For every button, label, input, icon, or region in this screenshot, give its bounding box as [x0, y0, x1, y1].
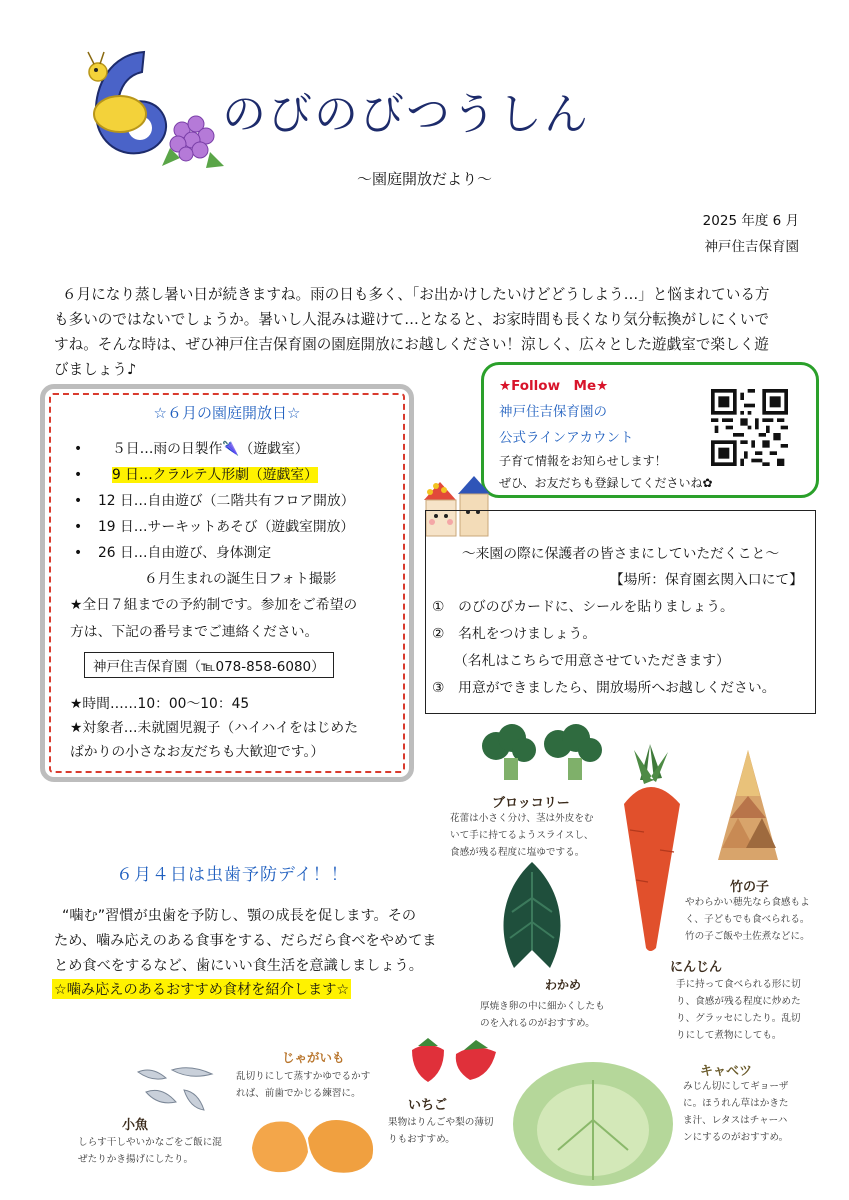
schedule-item-highlight: 9 日…クラルテ人形劇（遊戯室） — [112, 467, 318, 483]
food-label-wakame: わかめ — [545, 978, 582, 992]
food-desc-line: 食感が残る程度に塩ゆでする。 — [450, 847, 585, 858]
schedule-list — [74, 436, 355, 592]
food-label-strawberry: いちご — [408, 1098, 448, 1113]
schedule-item-text: ５日…雨の日製作🌂（遊戯室） — [112, 441, 309, 457]
food-desc-line: 厚焼き卵の中に細かくしたも — [480, 1001, 605, 1012]
visitor-step: ② 名札をつけましょう。 — [432, 626, 597, 642]
schedule-item — [74, 540, 355, 566]
broccoli-icon — [478, 722, 608, 786]
intro-line: すね。そんな時は、ぜひ神戸住吉保育園の園庭開放にお越しください！涼しく、広々とした遊戯室で楽しく遊 — [54, 336, 769, 353]
schedule-item — [74, 488, 355, 514]
food-desc-potato — [236, 1068, 370, 1102]
food-label-broccoli: ブロッコリー — [492, 796, 570, 811]
schedule-item-text: 26 日…自由遊び、身体測定 — [98, 545, 272, 561]
cavity-day-title: ６月４日は虫歯予防デイ！！ — [116, 865, 349, 885]
food-label-fish: 小魚 — [122, 1118, 149, 1133]
food-desc-fish — [78, 1134, 222, 1168]
schedule-item — [74, 566, 355, 592]
schedule-title: ☆６月の園庭開放日☆ — [153, 404, 301, 422]
visitor-step: ③ 用意ができましたら、開放場所へお越しください。 — [432, 680, 776, 696]
schedule-item — [74, 462, 355, 488]
food-desc-broccoli — [450, 810, 594, 861]
food-desc-line: 手に持って食べられる形に切 — [676, 979, 801, 990]
intro-line: びましょう♪ — [54, 361, 137, 378]
food-desc-line: れば、前歯でかじる練習に。 — [236, 1088, 361, 1099]
intro-line: も多いのではないでしょうか。暑いし人混みは避けて…となると、お家時間も長くなり気分転換がしにくいで — [54, 311, 770, 328]
schedule-item — [74, 436, 355, 462]
food-desc-line: りにして煮物にしても。 — [676, 1030, 782, 1041]
food-desc-line: しらす干しやいかなごをご飯に混 — [78, 1137, 222, 1148]
food-desc-line: ンにするのがおすすめ。 — [683, 1132, 789, 1143]
cavity-text — [54, 904, 454, 979]
food-desc-line: のを入れるのがおすすめ。 — [480, 1018, 595, 1029]
bamboo-shoot-icon — [708, 748, 788, 868]
food-label-potato: じゃがいも — [282, 1050, 345, 1065]
cavity-line: とめ食べをするなど、歯にいい食生活を意識しましょう。 — [54, 958, 423, 974]
food-desc-line: 乱切りにして蒸すかゆでるかす — [236, 1071, 371, 1082]
food-label-carrot: にんじん — [670, 960, 723, 975]
issue-info — [703, 208, 799, 260]
food-desc-line: りもおすすめ。 — [388, 1134, 455, 1145]
food-desc-cabbage — [683, 1078, 789, 1146]
organization-name: 神戸住吉保育園 — [704, 239, 799, 255]
reservation-note — [70, 592, 400, 646]
cavity-line: ため、噛み応えのある食事をする、だらだら食べをやめてま — [54, 933, 437, 949]
food-desc-line: ま汁、レタスはチャーハ — [683, 1115, 788, 1126]
visitor-title: 〜来園の際に保護者の皆さまにしていただくこと〜 — [461, 546, 780, 562]
cavity-line: “噛む”習慣が虫歯を予防し、顎の成長を促します。その — [62, 908, 417, 924]
visitor-step: （名札はこちらで用意させていただきます） — [454, 653, 730, 669]
page-title: のびのびつうしん — [222, 89, 590, 140]
follow-title: ★Follow Me★ — [499, 378, 609, 394]
food-label-bamboo: 竹の子 — [730, 880, 770, 895]
follow-line: 公式ラインアカウント — [499, 430, 634, 446]
food-desc-line: に。ほうれん草はかきた — [683, 1098, 789, 1109]
schedule-item-text: ６月生まれの誕生日フォト撮影 — [144, 571, 337, 587]
schedule-item-text: 19 日…サーキットあそび（遊戯室開放） — [98, 519, 355, 535]
target-text: ばかりの小さなお友だちも大歓迎です。） — [70, 744, 325, 760]
food-desc-carrot — [676, 976, 801, 1044]
qr-code[interactable] — [711, 389, 788, 466]
potato-icon — [246, 1108, 386, 1178]
small-fish-icon — [132, 1062, 222, 1122]
phone-box: 神戸住吉保育園（℡078-858-6080） — [84, 652, 334, 678]
food-desc-line: 花蕾は小さく分け、茎は外皮をむ — [450, 813, 594, 824]
hydrangea-icon — [160, 108, 226, 174]
schedule-item-text: 12 日…自由遊び（二階共有フロア開放） — [98, 493, 355, 509]
strawberry-icon — [404, 1030, 504, 1086]
follow-line: 神戸住吉保育園の — [499, 404, 607, 420]
intro-line: ６月になり蒸し暑い日が続きますね。雨の日も多く、「お出かけしたいけどどうしよう…」と悩まれている方 — [62, 286, 770, 303]
food-desc-line: り、グラッセにしたり。乱切 — [676, 1013, 801, 1024]
reservation-note-line: ★全日７組までの予約制です。参加をご希望の — [70, 597, 358, 613]
page-subtitle: 〜園庭開放だより〜 — [356, 170, 492, 188]
food-intro-highlight: ☆噛み応えのあるおすすめ食材を紹介します☆ — [52, 979, 351, 999]
follow-line: ぜひ、お友だちも登録してくださいね✿ — [499, 476, 713, 490]
issue-date: 2025 年度 6 月 — [702, 213, 799, 229]
food-desc-line: く、子どもでも食べられる。 — [685, 914, 810, 925]
time-text: ★時間……10：00〜10：45 — [70, 696, 250, 712]
follow-line: 子育て情報をお知らせします！ — [499, 454, 667, 468]
carrot-icon — [610, 740, 694, 952]
food-desc-strawberry — [388, 1114, 494, 1148]
food-desc-line: いて手に持てるようスライスし、 — [450, 830, 594, 841]
food-desc-line: 果物はりんごや梨の薄切 — [388, 1117, 494, 1128]
schedule-item — [74, 514, 355, 540]
cabbage-icon — [508, 1040, 678, 1188]
schedule-details — [70, 692, 402, 764]
visitor-location: 【場所：保育園玄関入口にて】 — [609, 572, 803, 588]
food-desc-bamboo — [685, 894, 810, 945]
food-desc-line: みじん切にしてギョーザ — [683, 1081, 789, 1092]
food-desc-wakame — [480, 998, 605, 1032]
visitor-steps — [432, 594, 812, 702]
food-desc-line: やわらかい穂先なら食感もよ — [685, 897, 810, 908]
food-desc-line: ぜたりかき揚げにしたり。 — [78, 1154, 194, 1165]
food-desc-line: 竹の子ご飯や土佐煮などに。 — [685, 931, 810, 942]
food-label-cabbage: キャベツ — [700, 1064, 753, 1079]
food-desc-line: り、食感が残る程度に炒めた — [676, 996, 801, 1007]
wakame-icon — [484, 858, 580, 978]
target-text: ★対象者…未就園児親子（ハイハイをはじめた — [70, 720, 359, 736]
visitor-step: ① のびのびカードに、シールを貼りましょう。 — [432, 599, 734, 615]
reservation-note-line: 方は、下記の番号までご連絡ください。 — [70, 624, 319, 640]
